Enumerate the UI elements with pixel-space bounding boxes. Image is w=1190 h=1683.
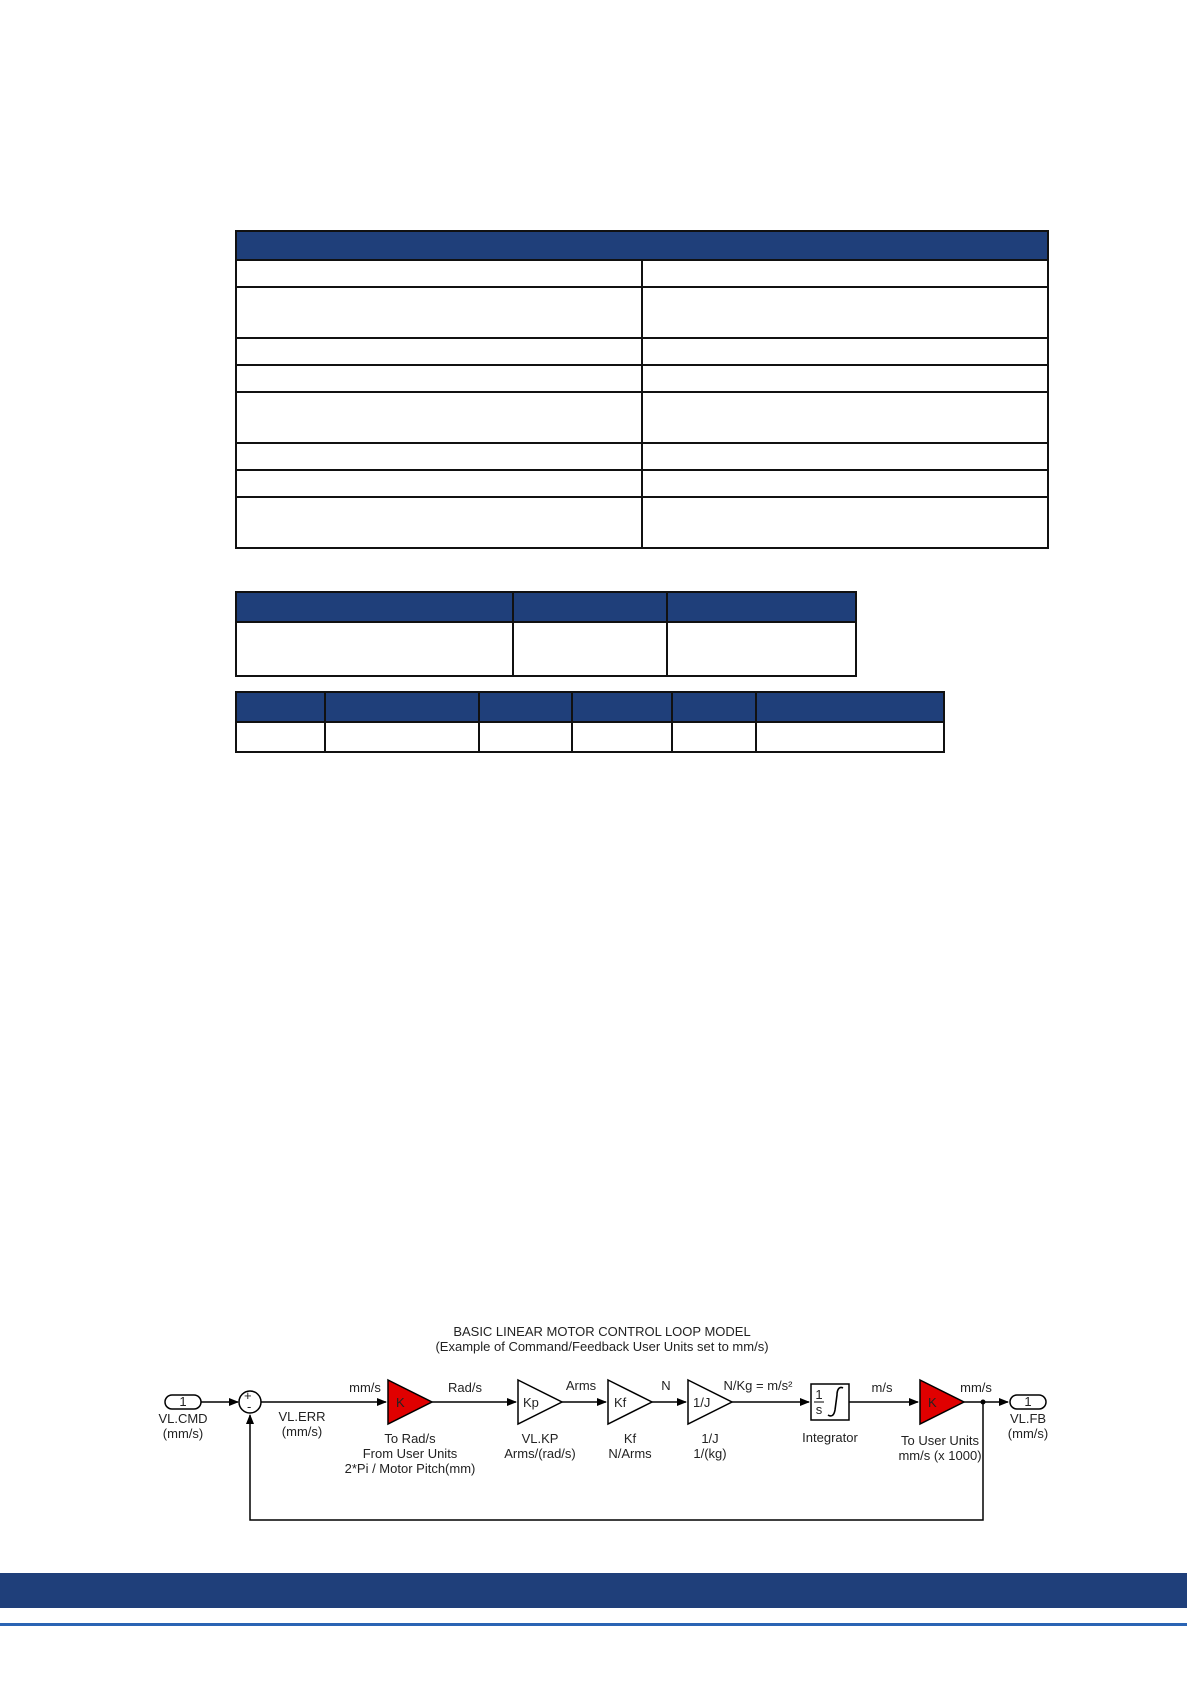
- versions-table: [235, 591, 857, 677]
- versions-header-cell: [667, 592, 856, 622]
- diagram-title: BASIC LINEAR MOTOR CONTROL LOOP MODEL: [453, 1324, 751, 1339]
- table-cell: [236, 260, 642, 287]
- gain-to-rad-label-3: 2*Pi / Motor Pitch(mm): [344, 1461, 476, 1476]
- table-cell: [236, 497, 642, 548]
- table-cell: [672, 722, 756, 752]
- fieldbus-header-cell: [325, 692, 479, 722]
- table-cell: [479, 722, 572, 752]
- gain-to-rad-block: [388, 1380, 432, 1424]
- table-cell: [642, 392, 1048, 443]
- gain-to-user-label: To User Units: [900, 1433, 980, 1448]
- control-loop-diagram: [140, 1320, 1070, 1540]
- table-cell: [236, 470, 642, 497]
- table-cell: [756, 722, 944, 752]
- gain-to-rad-label: To Rad/s: [384, 1431, 436, 1446]
- table-cell: [642, 338, 1048, 365]
- table-cell: [572, 722, 672, 752]
- input-port-units: (mm/s): [162, 1426, 204, 1441]
- gain-to-user-block: [920, 1380, 964, 1424]
- integrator-numerator: 1: [815, 1387, 823, 1402]
- table-cell: [642, 443, 1048, 470]
- gain-kf-symbol: Kf: [614, 1395, 627, 1410]
- table-cell: [236, 287, 642, 338]
- signal-label-accel: N/Kg = m/s²: [723, 1378, 793, 1393]
- parameter-table-header: [236, 231, 1048, 260]
- table-cell: [236, 722, 325, 752]
- error-units: (mm/s): [281, 1424, 323, 1439]
- table-cell: [236, 622, 513, 676]
- output-port-units: (mm/s): [1007, 1426, 1049, 1441]
- fieldbus-header-cell: [672, 692, 756, 722]
- gain-inv-j-label: 1/J: [701, 1431, 719, 1446]
- gain-kf-units: N/Arms: [608, 1446, 652, 1461]
- gain-inv-j-symbol: 1/J: [693, 1395, 711, 1410]
- fieldbus-header-cell: [572, 692, 672, 722]
- integrator-denominator: s: [815, 1402, 823, 1417]
- gain-kp-symbol: Kp: [523, 1395, 539, 1410]
- table-cell: [642, 287, 1048, 338]
- table-cell: [513, 622, 667, 676]
- gain-to-user-symbol: K: [928, 1395, 937, 1410]
- signal-label-arms: Arms: [565, 1378, 597, 1393]
- gain-to-rad-symbol: K: [396, 1395, 405, 1410]
- table-cell: [642, 470, 1048, 497]
- fieldbus-table: [235, 691, 945, 753]
- table-cell: [236, 443, 642, 470]
- signal-label-rad-s: Rad/s: [448, 1380, 482, 1395]
- parameter-table: [235, 230, 1049, 549]
- table-cell: [236, 338, 642, 365]
- table-cell: [236, 365, 642, 392]
- versions-header-cell: [513, 592, 667, 622]
- footer-bar: [0, 1573, 1187, 1608]
- gain-kf-label: Kf: [623, 1431, 637, 1446]
- sum-minus-sign: -: [247, 1399, 252, 1414]
- signal-label-mm-s: mm/s: [349, 1380, 381, 1395]
- output-port-number: 1: [1024, 1394, 1032, 1409]
- fieldbus-header-cell: [236, 692, 325, 722]
- signal-label-n: N: [661, 1378, 671, 1393]
- table-cell: [236, 392, 642, 443]
- signal-label-m-s: m/s: [871, 1380, 893, 1395]
- table-cell: [667, 622, 856, 676]
- input-port-label: VL.CMD: [158, 1411, 208, 1426]
- table-cell: [642, 497, 1048, 548]
- gain-kp-label: VL.KP: [521, 1431, 559, 1446]
- gain-kp-units: Arms/(rad/s): [504, 1446, 576, 1461]
- gain-to-user-units: mm/s (x 1000): [898, 1448, 982, 1463]
- table-cell: [642, 365, 1048, 392]
- table-cell: [325, 722, 479, 752]
- gain-inv-j-units: 1/(kg): [693, 1446, 727, 1461]
- sum-plus-sign: +: [244, 1388, 252, 1403]
- output-port-label: VL.FB: [1009, 1411, 1047, 1426]
- table-cell: [642, 260, 1048, 287]
- error-label: VL.ERR: [278, 1409, 326, 1424]
- gain-to-rad-label-2: From User Units: [362, 1446, 458, 1461]
- integrator-label: Integrator: [802, 1430, 858, 1445]
- footer-rule: [0, 1623, 1187, 1626]
- input-port-number: 1: [179, 1394, 187, 1409]
- fieldbus-header-cell: [479, 692, 572, 722]
- diagram-subtitle: (Example of Command/Feedback User Units set to mm/s): [435, 1339, 769, 1354]
- signal-label-mm-s-out: mm/s: [960, 1380, 992, 1395]
- fieldbus-header-cell: [756, 692, 944, 722]
- versions-header-cell: [236, 592, 513, 622]
